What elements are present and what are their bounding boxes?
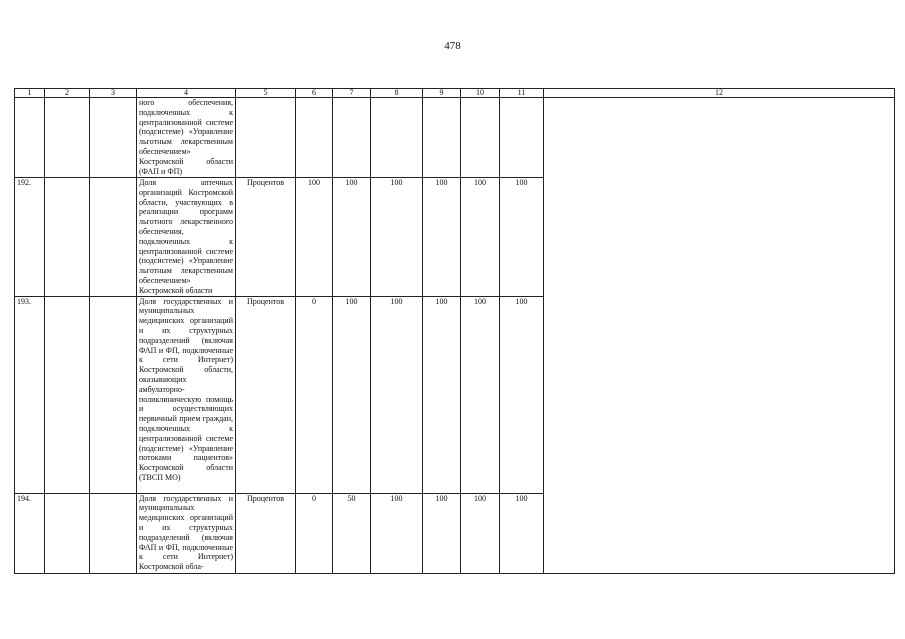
col-header-6: 6 [296,89,333,98]
col-header-11: 11 [500,89,544,98]
cell-col-2 [45,178,90,297]
indicator-name: ного обеспечения, подключенных к централизованной системе (подсистеме) «Управление льготным лекарственным обеспечением» Костромской области (ФАП и ФП) [137,98,236,178]
row-number: 194. [15,493,45,573]
value-col-7: 50 [333,493,371,573]
col-header-10: 10 [461,89,500,98]
value-col-11: 100 [500,178,544,297]
value-col-6: 100 [296,178,333,297]
value-col-8 [371,98,423,178]
indicators-table [14,88,895,574]
value-col-8: 100 [371,493,423,573]
cell-col-2 [45,296,90,493]
value-col-9: 100 [423,493,461,573]
cell-col-2 [45,98,90,178]
value-col-10: 100 [461,296,500,493]
indicator-name: Доля государственных и муниципальных медицинских организаций и их структурных подразделений (включая ФАП и ФП, подключенные к сети Интернет) Костромской области, оказывающих амбулаторно-поликлиническую помощь и осуществляющих первичный прием граждан, подключенных к централизованной системе (подсистеме) «Управление потоками пациентов» Костромской области (ТВСП МО) [137,296,236,493]
value-col-10 [461,98,500,178]
cell-col-3 [90,296,137,493]
value-col-6 [296,98,333,178]
value-col-11 [500,98,544,178]
value-col-11: 100 [500,493,544,573]
indicator-name: Доля аптечных организаций Костромской области, участвующих в реализации программ льготного лекарственного обеспечения, подключенных к централизованной системе (подсистеме) «Управление льготным лекарственным обеспечением» Костромской области [137,178,236,297]
cell-col-3 [90,178,137,297]
col-header-2: 2 [45,89,90,98]
col-header-1: 1 [15,89,45,98]
cell-col-2 [45,493,90,573]
value-col-6: 0 [296,296,333,493]
unit: Процентов [236,493,296,573]
value-col-7: 100 [333,178,371,297]
value-col-9: 100 [423,178,461,297]
notes-cell [544,98,895,574]
col-header-8: 8 [371,89,423,98]
unit [236,98,296,178]
row-number: 192. [15,178,45,297]
col-header-9: 9 [423,89,461,98]
col-header-5: 5 [236,89,296,98]
value-col-8: 100 [371,178,423,297]
value-col-7: 100 [333,296,371,493]
unit: Процентов [236,296,296,493]
col-header-7: 7 [333,89,371,98]
page-number: 478 [444,40,461,52]
value-col-7 [333,98,371,178]
unit: Процентов [236,178,296,297]
table-row [15,98,895,178]
indicator-name: Доля государственных и муниципальных медицинских организаций и их структурных подразделений (включая ФАП и ФП, подключенные к сети Интернет) Костромской обла- [137,493,236,573]
value-col-6: 0 [296,493,333,573]
header-row [15,89,895,98]
value-col-9: 100 [423,296,461,493]
value-col-8: 100 [371,296,423,493]
col-header-3: 3 [90,89,137,98]
cell-col-3 [90,98,137,178]
value-col-11: 100 [500,296,544,493]
row-number: 193. [15,296,45,493]
cell-col-3 [90,493,137,573]
value-col-10: 100 [461,493,500,573]
col-header-4: 4 [137,89,236,98]
value-col-10: 100 [461,178,500,297]
col-header-12: 12 [544,89,895,98]
value-col-9 [423,98,461,178]
row-number [15,98,45,178]
